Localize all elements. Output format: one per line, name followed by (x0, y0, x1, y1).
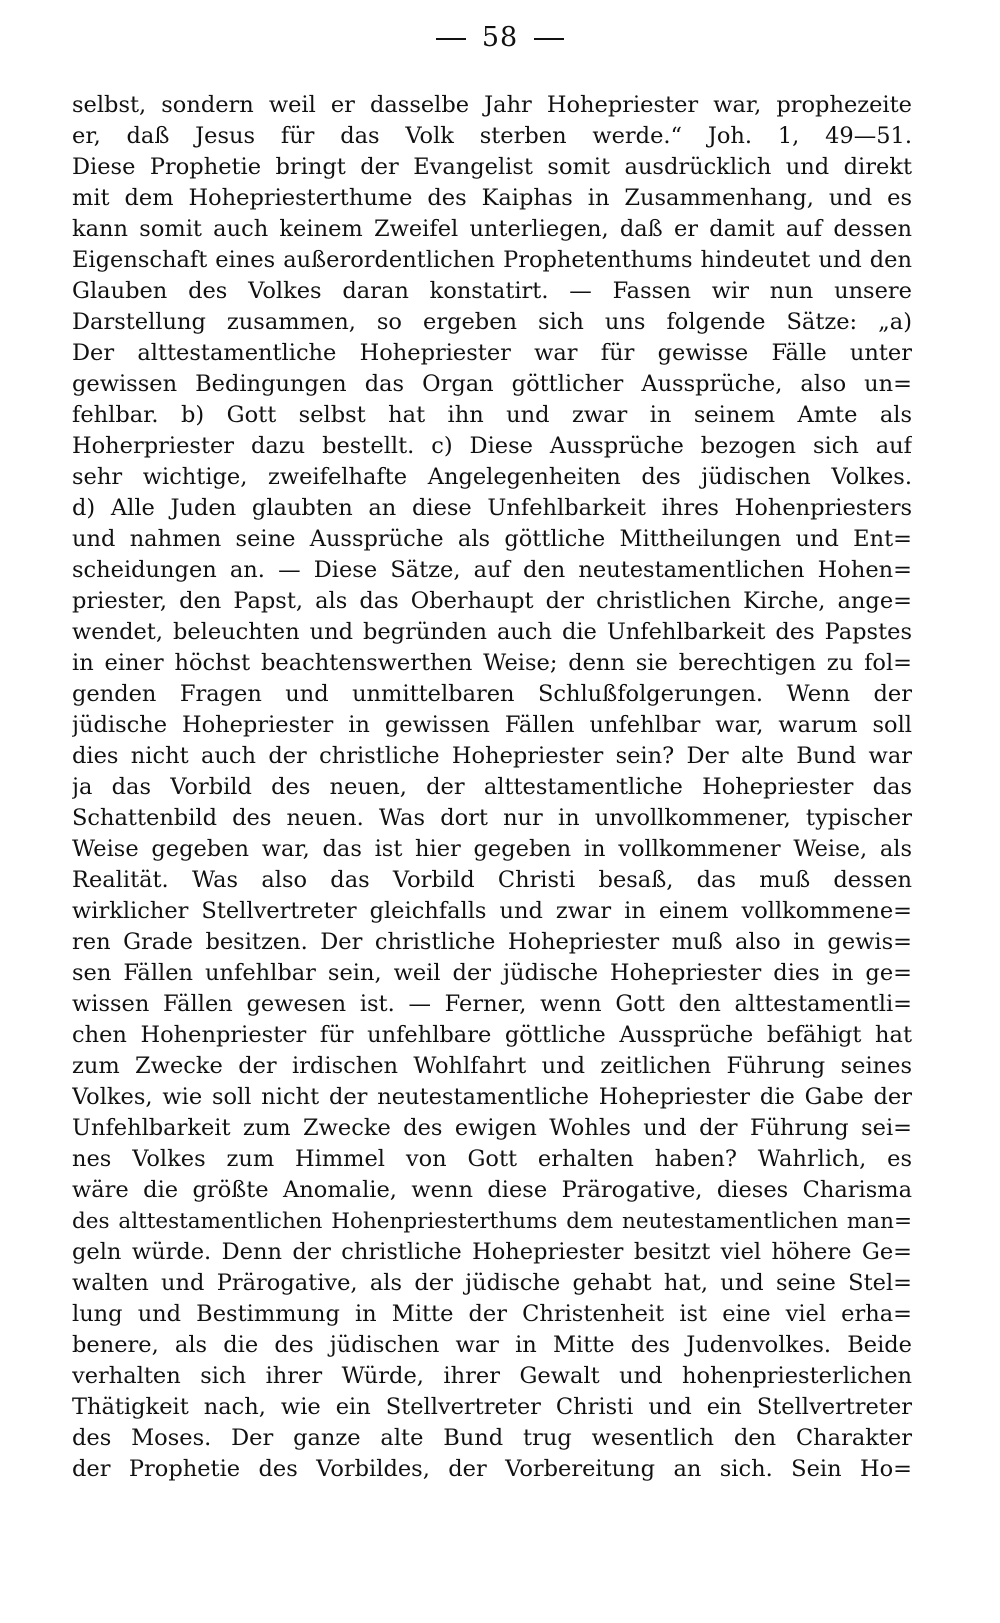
text-line: Darstellung zusammen, so ergeben sich uns folgende Sätze: „a) (72, 309, 912, 335)
text-line: genden Fragen und unmittelbaren Schlußfolgerungen. Wenn der (72, 681, 912, 707)
text-line: Hoherpriester dazu bestellt. c) Diese Aussprüche bezogen sich auf (72, 433, 912, 459)
text-line: priester, den Papst, als das Oberhaupt der christlichen Kirche, ange= (72, 588, 912, 614)
text-line: geln würde. Denn der christliche Hohepriester besitzt viel höhere Ge= (72, 1239, 912, 1265)
text-line: verhalten sich ihrer Würde, ihrer Gewalt und hohenpriesterlichen (72, 1363, 912, 1389)
text-line: selbst, sondern weil er dasselbe Jahr Hohepriester war, prophezeite (72, 92, 912, 118)
text-line: Weise gegeben war, das ist hier gegeben in vollkommener Weise, als (72, 836, 912, 862)
text-line: jüdische Hohepriester in gewissen Fällen unfehlbar war, warum soll (72, 712, 912, 738)
text-line: wirklicher Stellvertreter gleichfalls und zwar in einem vollkommene= (72, 898, 912, 924)
text-line: d) Alle Juden glaubten an diese Unfehlbarkeit ihres Hohenpriesters (72, 495, 912, 521)
text-line: fehlbar. b) Gott selbst hat ihn und zwar in seinem Amte als (72, 402, 912, 428)
body-text (72, 90, 912, 1485)
text-line: benere, als die des jüdischen war in Mitte des Judenvolkes. Beide (72, 1332, 912, 1358)
text-line: der Prophetie des Vorbildes, der Vorbereitung an sich. Sein Ho= (72, 1456, 912, 1482)
text-line: und nahmen seine Aussprüche als göttliche Mittheilungen und Ent= (72, 526, 912, 552)
right-dash (534, 38, 564, 40)
text-line: Volkes, wie soll nicht der neutestamentliche Hohepriester die Gabe der (72, 1084, 912, 1110)
text-line: wäre die größte Anomalie, wenn diese Prärogative, dieses Charisma (72, 1177, 912, 1203)
text-line: Thätigkeit nach, wie ein Stellvertreter Christi und ein Stellvertreter (72, 1394, 912, 1420)
text-line: in einer höchst beachtenswerthen Weise; denn sie berechtigen zu fol= (72, 650, 912, 676)
text-line: Eigenschaft eines außerordentlichen Prophetenthums hindeutet und den (72, 247, 912, 273)
text-line: ja das Vorbild des neuen, der alttestamentliche Hohepriester das (72, 774, 912, 800)
text-line: sehr wichtige, zweifelhafte Angelegenheiten des jüdischen Volkes. (72, 464, 912, 490)
page-number: 58 (481, 22, 519, 53)
text-line: Unfehlbarkeit zum Zwecke des ewigen Wohles und der Führung sei= (72, 1115, 912, 1141)
text-line: Der alttestamentliche Hohepriester war für gewisse Fälle unter (72, 340, 912, 366)
text-line: lung und Bestimmung in Mitte der Christenheit ist eine viel erha= (72, 1301, 912, 1327)
left-dash (436, 38, 466, 40)
text-line: zum Zwecke der irdischen Wohlfahrt und zeitlichen Führung seines (72, 1053, 912, 1079)
text-line: wendet, beleuchten und begründen auch die Unfehlbarkeit des Papstes (72, 619, 912, 645)
text-line: nes Volkes zum Himmel von Gott erhalten haben? Wahrlich, es (72, 1146, 912, 1172)
text-line: chen Hohenpriester für unfehlbare göttliche Aussprüche befähigt hat (72, 1022, 912, 1048)
text-line: gewissen Bedingungen das Organ göttlicher Aussprüche, also un= (72, 371, 912, 397)
text-line: sen Fällen unfehlbar sein, weil der jüdische Hohepriester dies in ge= (72, 960, 912, 986)
text-line: kann somit auch keinem Zweifel unterliegen, daß er damit auf dessen (72, 216, 912, 242)
text-line: dies nicht auch der christliche Hohepriester sein? Der alte Bund war (72, 743, 912, 769)
text-line: Diese Prophetie bringt der Evangelist somit ausdrücklich und direkt (72, 154, 912, 180)
text-line: walten und Prärogative, als der jüdische gehabt hat, und seine Stel= (72, 1270, 912, 1296)
text-line: er, daß Jesus für das Volk sterben werde.“ Joh. 1, 49—51. (72, 123, 912, 149)
text-line: scheidungen an. — Diese Sätze, auf den neutestamentlichen Hohen= (72, 557, 912, 583)
text-line: Glauben des Volkes daran konstatirt. — Fassen wir nun unsere (72, 278, 912, 304)
text-line: Schattenbild des neuen. Was dort nur in unvollkommener, typischer (72, 805, 912, 831)
page-header (0, 22, 1000, 53)
text-line: des Moses. Der ganze alte Bund trug wesentlich den Charakter (72, 1425, 912, 1451)
text-line: wissen Fällen gewesen ist. — Ferner, wenn Gott den alttestamentli= (72, 991, 912, 1017)
text-line: ren Grade besitzen. Der christliche Hohepriester muß also in gewis= (72, 929, 912, 955)
text-line: des alttestamentlichen Hohenpriesterthums dem neutestamentlichen man= (72, 1209, 912, 1234)
text-line: mit dem Hohepriesterthume des Kaiphas in Zusammenhang, und es (72, 185, 912, 211)
text-line: Realität. Was also das Vorbild Christi besaß, das muß dessen (72, 867, 912, 893)
